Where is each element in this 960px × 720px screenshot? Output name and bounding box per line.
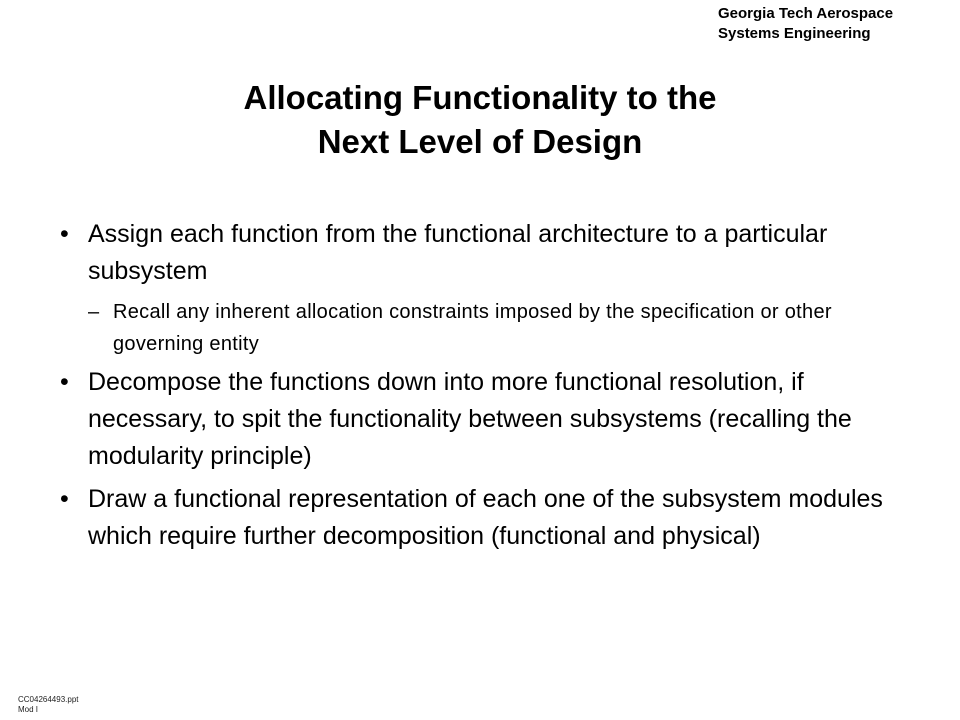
bullet-list [60,216,920,561]
sub-bullet-marker: – [88,301,100,323]
organization-line-1: Georgia Tech Aerospace [718,5,894,22]
bullet-item [60,216,920,290]
slide-title-line-1: Allocating Functionality to the [243,79,717,116]
bullet-text: Decompose the functions down into more functional resolution, if necessary, to spit the functionality between subsystems (recalling the modularity principle) [88,368,852,470]
bullet-marker: • [60,485,69,513]
organization-line-2: Systems Engineering [718,25,871,42]
bullet-item [60,364,920,475]
bullet-text: Assign each function from the functional architecture to a particular subsystem [88,220,828,285]
bullet-marker: • [60,368,69,396]
sub-bullet-item [60,296,920,360]
bullet-item [60,481,920,555]
slide-title-line-2: Next Level of Design [317,123,643,160]
sub-bullet-text: Recall any inherent allocation constraints imposed by the specification or other governing entity [113,301,832,355]
bullet-text: Draw a functional representation of each one of the subsystem modules which require further decomposition (functional and physical) [88,485,883,550]
footer [18,695,79,715]
footer-filename: CC04264493.ppt [18,695,79,704]
organization-label [718,4,948,44]
footer-module: Mod I [18,705,39,714]
slide-title [80,76,880,164]
bullet-marker: • [60,220,69,248]
